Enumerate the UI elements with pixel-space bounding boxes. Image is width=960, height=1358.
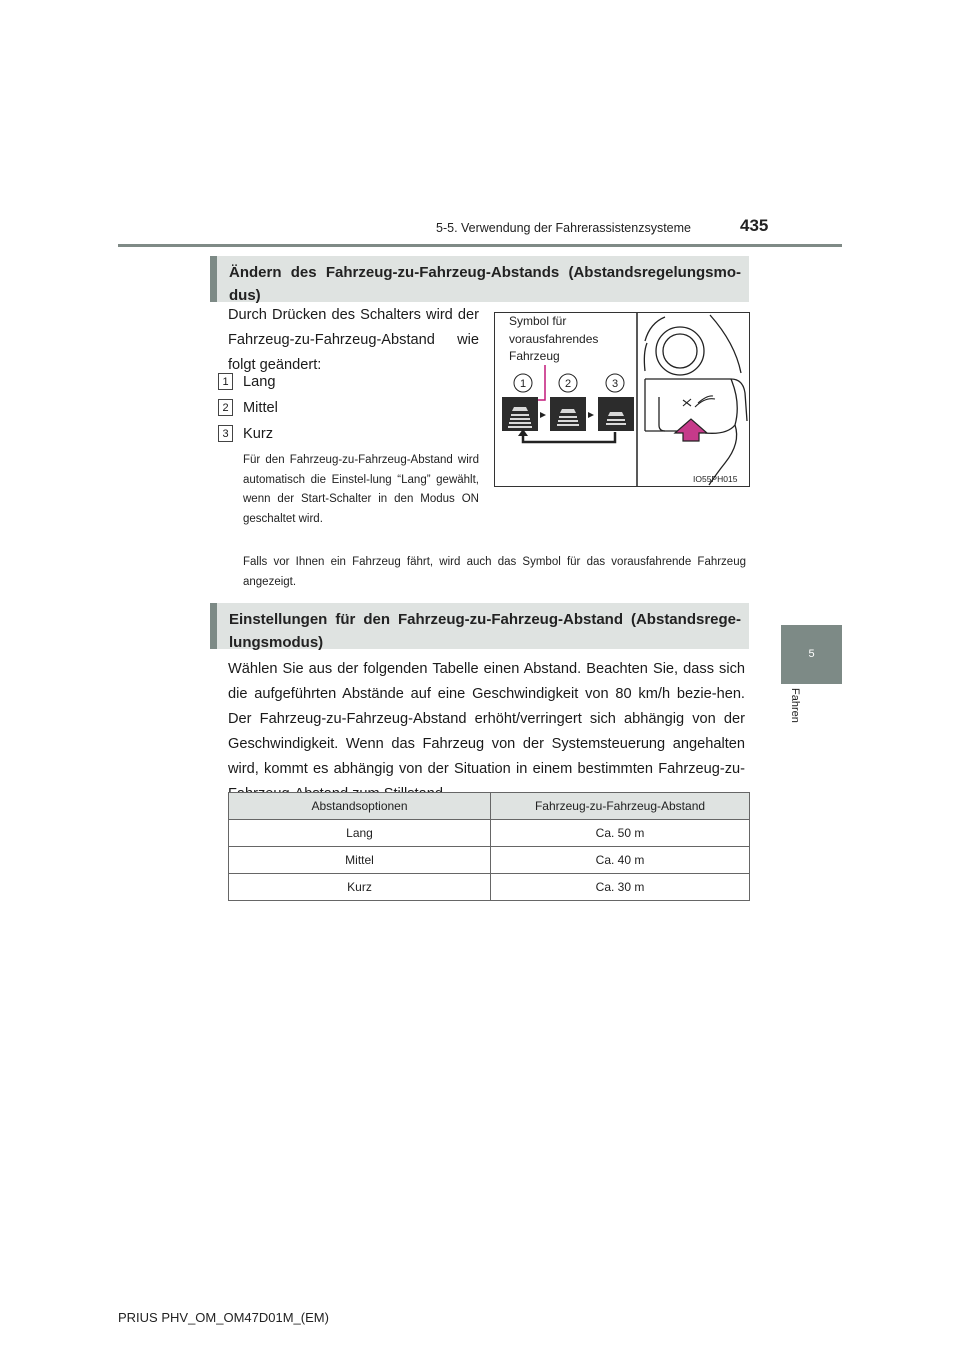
figure-code: IO55PH015 xyxy=(693,474,738,484)
number-marker: 2 xyxy=(218,399,233,416)
marker-3: 3 xyxy=(611,378,619,390)
number-marker: 1 xyxy=(218,373,233,390)
intro-paragraph: Durch Drücken des Schalters wird der Fahrzeug-zu-Fahrzeug-Abstand wie folgt geändert: xyxy=(228,307,479,373)
list-item-label: Kurz xyxy=(243,425,274,442)
list-item-label: Lang xyxy=(243,373,276,390)
table-row xyxy=(229,874,750,901)
list-item-short xyxy=(218,425,273,442)
distance-switch-icon xyxy=(683,396,715,407)
table-cell: Ca. 30 m xyxy=(491,874,750,901)
settings-paragraph: Wählen Sie aus der folgenden Tabelle einen Abstand. Beachten Sie, dass sich die aufgeführten Abstände auf eine Geschwindigkeit von 80 km/h bezie-hen. Der Fahrzeug-zu-Fahrzeug-Abstand erhöht/verringert sich abhängig von der Geschwindigkeit. Wenn das Fahrzeug von der Systemsteuerung angehalten wird, kommt es abhängig von der Situation in einem bestimmten Fahrzeug-zu- xyxy=(228,661,745,777)
section-header-distance-settings: Einstellungen für den Fahrzeug-zu-Fahrzeug-Abstand (Abstandsrege-lungsmodus) xyxy=(210,603,749,649)
header-rule xyxy=(118,244,842,247)
table-cell: Ca. 40 m xyxy=(491,847,750,874)
page-number: 435 xyxy=(740,216,769,235)
chapter-label-text: Fahren xyxy=(789,688,801,723)
marker-2: 2 xyxy=(564,378,572,390)
list-item-label: Mittel xyxy=(243,399,278,416)
marker-1: 1 xyxy=(519,378,527,390)
table-cell: Mittel xyxy=(229,847,491,874)
column-header: Abstandsoptionen xyxy=(229,793,491,820)
distance-table xyxy=(228,792,750,901)
leader-line xyxy=(535,365,545,400)
arrow-right-icon xyxy=(540,412,546,418)
table-cell: Lang xyxy=(229,820,491,847)
note-default-setting: Für den Fahrzeug-zu-Fahrzeug-Abstand wird automatisch die Einstel-lung “Lang” gewählt, wenn der Start-Schalter in den Modus ON geschaltet wird. xyxy=(243,454,479,525)
section-header-distance-change: Ändern des Fahrzeug-zu-Fahrzeug-Abstands (Abstandsregelungsmo-dus) xyxy=(210,256,749,302)
figure-label-preceding-vehicle: Symbol für vorausfahrendes Fahrzeug xyxy=(509,314,599,363)
note-preceding-vehicle: Falls vor Ihnen ein Fahrzeug fährt, wird auch das Symbol für das vorausfahrende Fahrzeug angezeigt. xyxy=(243,556,746,588)
document-id: PRIUS PHV_OM_OM47D01M_(EM) xyxy=(118,1310,329,1325)
distance-display-long xyxy=(502,397,538,431)
number-marker: 3 xyxy=(218,425,233,442)
list-item-long xyxy=(218,373,275,390)
chapter-tab: 5 xyxy=(781,625,842,684)
press-arrow-icon xyxy=(675,419,707,441)
distance-display-medium xyxy=(550,397,586,431)
list-item-medium xyxy=(218,399,278,416)
table-header-row xyxy=(229,793,750,820)
column-header: Fahrzeug-zu-Fahrzeug-Abstand xyxy=(491,793,750,820)
table-cell: Kurz xyxy=(229,874,491,901)
steering-wheel-sketch xyxy=(644,315,747,485)
chapter-label xyxy=(788,688,802,748)
running-header-section: 5-5. Verwendung der Fahrerassistenzsysteme xyxy=(436,221,691,235)
arrow-right-icon xyxy=(588,412,594,418)
table-row xyxy=(229,847,750,874)
table-cell: Ca. 50 m xyxy=(491,820,750,847)
distance-display-short xyxy=(598,397,634,431)
table-row xyxy=(229,820,750,847)
return-arrow xyxy=(523,432,615,442)
